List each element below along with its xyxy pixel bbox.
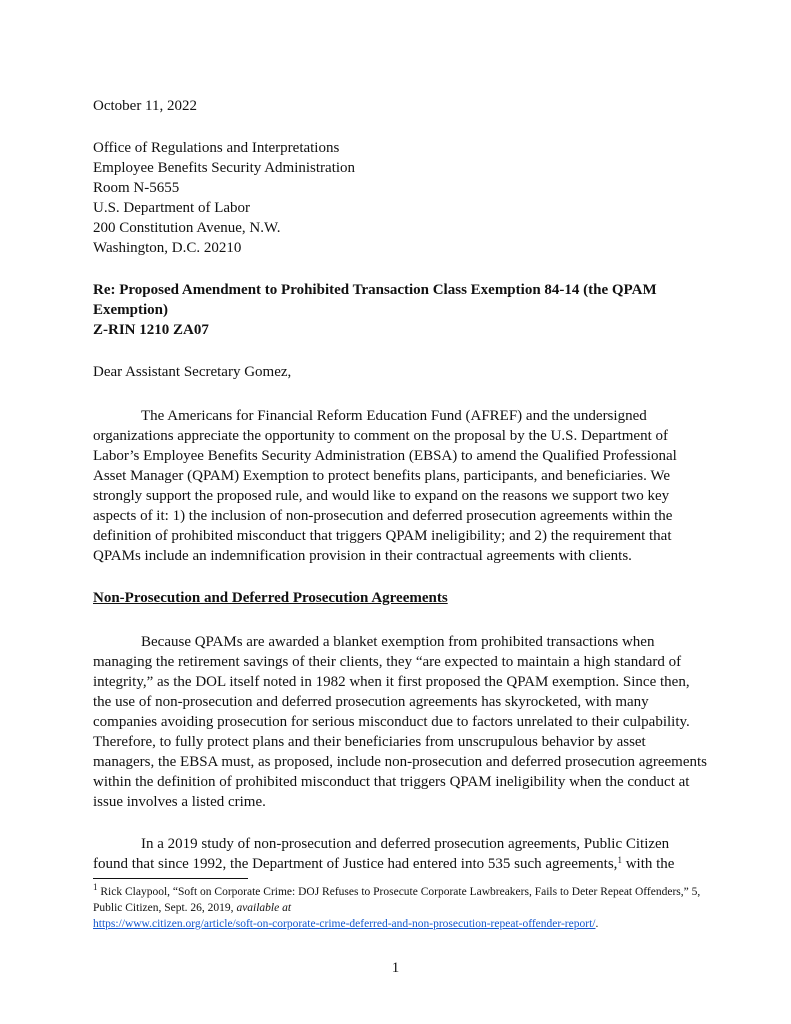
footnote (93, 884, 703, 932)
letter-body (93, 96, 707, 896)
letter-date: October 11, 2022 (93, 98, 198, 114)
address-line: U.S. Department of Labor (93, 200, 251, 216)
footnote-trailing: . (595, 918, 599, 930)
subject-rin: Z-RIN 1210 ZA07 (93, 322, 209, 338)
intro-paragraph: The Americans for Financial Reform Education Fund (AFREF) and the undersigned organizations appreciate the opportunity to comment on the proposal by the U.S. Department of Labor’s Employee Benefits Security Administration (EBSA) to amend the Qualified Professional Asset Manager (QPAM) Exemption to protect benefits plans, participants, and beneficiaries. We strongly support the proposed rule, and would like to expand on the reasons we support two key aspects of it: 1) the inclusion of non-prosecution and deferred prosecution agreements within the definition of prohibited misconduct that triggers QPAM ineligibility; and 2) the requirement that QPAMs include an indemnification provision in their contractual agreements with clients. (93, 408, 677, 564)
address-line: 200 Constitution Avenue, N.W. (93, 220, 281, 236)
footnote-divider (93, 878, 248, 879)
recipient-address (93, 138, 707, 258)
address-line: Room N-5655 (93, 180, 180, 196)
address-line: Washington, D.C. 20210 (93, 240, 242, 256)
subject-line (93, 280, 707, 340)
section-heading: Non-Prosecution and Deferred Prosecution Agreements (93, 590, 448, 606)
footnote-available-at: available at (236, 902, 292, 914)
subject-title: Re: Proposed Amendment to Prohibited Transaction Class Exemption 84-14 (the QPAM Exemption) (93, 282, 657, 318)
address-line: Employee Benefits Security Administration (93, 160, 356, 176)
paragraph-text: In a 2019 study of non-prosecution and deferred prosecution agreements, Public Citizen found that since 1992, the Department of Justice had entered into 535 such agreements, (93, 836, 670, 872)
footnote-text: Rick Claypool, “Soft on Corporate Crime: DOJ Refuses to Prosecute Corporate Lawbreakers, Fails to Deter Repeat Offenders,” 5, Public Citizen, Sept. 26, 2019, (93, 886, 701, 914)
address-line: Office of Regulations and Interpretations (93, 140, 340, 156)
body-paragraph-continued (93, 834, 707, 874)
salutation: Dear Assistant Secretary Gomez, (93, 364, 292, 380)
body-paragraph: Because QPAMs are awarded a blanket exemption from prohibited transactions when managing the retirement savings of their clients, they “are expected to maintain a high standard of integrity,” as the DOL itself noted in 1982 when it first proposed the QPAM exemption. Since then, the use of non-prosecution and deferred prosecution agreements has skyrocketed, with many companies avoiding prosecution for serious misconduct due to factors unrelated to their culpability. Therefore, to fully protect plans and their beneficiaries from unscrupulous behavior by asset managers, the EBSA must, as proposed, include non-prosecution and deferred prosecution agreements within the definition of prohibited misconduct that triggers QPAM ineligibility when the conduct at issue involves a listed crime. (93, 634, 707, 810)
paragraph-text-tail: with the (621, 856, 675, 872)
page-number: 1 (391, 960, 400, 976)
footnote-marker: 1 (93, 882, 98, 892)
footnote-reference[interactable]: 1 (617, 855, 622, 865)
footnote-link[interactable]: https://www.citizen.org/article/soft-on-corporate-crime-deferred-and-non-prosecution-repeat-offender-report/ (93, 918, 596, 930)
